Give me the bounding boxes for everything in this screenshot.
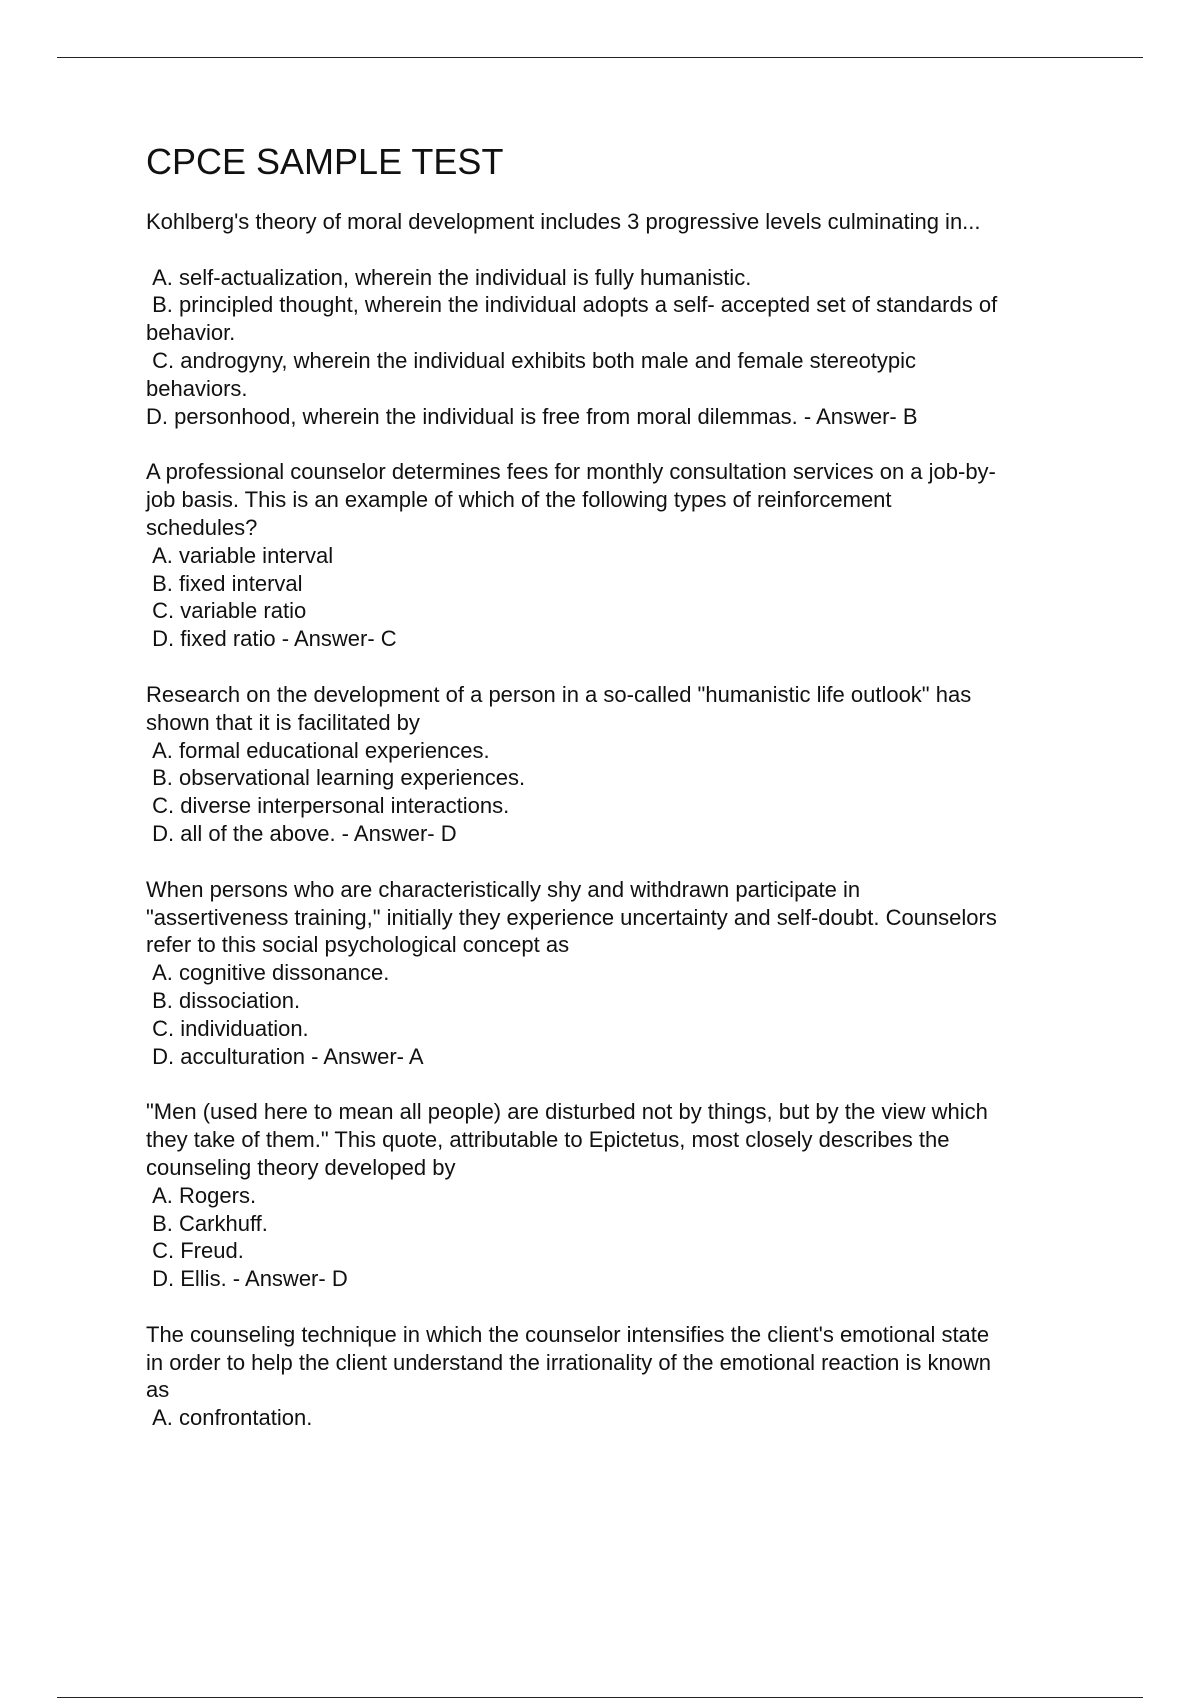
question-stem: counseling theory developed by [146,1154,456,1180]
question-5 [146,1098,1106,1293]
question-stem: A professional counselor determines fees for monthly consultation services on a job-by- [146,459,996,485]
question-stem: in order to help the client understand the irrationality of the emotional reaction is known [146,1349,992,1375]
answer-option: A. cognitive dissonance. [146,960,390,986]
question-stem: job basis. This is an example of which of the following types of reinforcement [146,487,892,513]
answer-option-continued: behaviors. [146,375,248,401]
answer-option: B. principled thought, wherein the individual adopts a self- accepted set of standards of [146,292,998,318]
answer-option: A. formal educational experiences. [146,737,490,763]
answer-option: C. diverse interpersonal interactions. [146,793,510,819]
question-4 [146,876,1106,1071]
answer-option: A. variable interval [146,542,334,568]
answer-option-with-key: D. fixed ratio - Answer- C [146,626,397,652]
question-stem: they take of them." This quote, attributable to Epictetus, most closely describes the [146,1127,950,1153]
answer-option: A. self-actualization, wherein the individual is fully humanistic. [146,264,752,290]
question-stem: The counseling technique in which the counselor intensifies the client's emotional state [146,1321,990,1347]
document-title: CPCE SAMPLE TEST [146,141,504,182]
answer-option: B. dissociation. [146,987,301,1013]
answer-option: A. Rogers. [146,1182,257,1208]
question-3 [146,681,1106,848]
answer-option: C. individuation. [146,1015,309,1041]
answer-option: B. observational learning experiences. [146,765,526,791]
answer-option-with-key: D. all of the above. - Answer- D [146,820,457,846]
question-stem: When persons who are characteristically shy and withdrawn participate in [146,876,861,902]
answer-option-with-key: D. personhood, wherein the individual is free from moral dilemmas. - Answer- B [146,403,918,429]
question-stem: as [146,1377,170,1403]
question-1 [146,208,1106,430]
question-stem: Research on the development of a person in a so-called "humanistic life outlook" has [146,681,972,707]
bottom-rule [57,1697,1143,1698]
question-6 [146,1321,1106,1432]
answer-option: A. confrontation. [146,1405,313,1431]
answer-option: B. fixed interval [146,570,303,596]
answer-option: B. Carkhuff. [146,1210,268,1236]
question-stem: schedules? [146,514,258,540]
answer-option: C. variable ratio [146,598,307,624]
answer-option-with-key: D. Ellis. - Answer- D [146,1266,348,1292]
question-stem: refer to this social psychological concept as [146,932,570,958]
question-stem: shown that it is facilitated by [146,709,420,735]
document-body [146,140,1106,1460]
question-stem: "Men (used here to mean all people) are disturbed not by things, but by the view which [146,1099,988,1125]
question-stem: Kohlberg's theory of moral development includes 3 progressive levels culminating in... [146,209,981,234]
question-stem: "assertiveness training," initially they experience uncertainty and self-doubt. Counselors [146,904,997,930]
answer-option: C. androgyny, wherein the individual exhibits both male and female stereotypic [146,347,917,373]
answer-option-with-key: D. acculturation - Answer- A [146,1043,424,1069]
question-2 [146,458,1106,653]
answer-option: C. Freud. [146,1238,244,1264]
answer-option-continued: behavior. [146,320,236,346]
top-rule [57,57,1143,58]
